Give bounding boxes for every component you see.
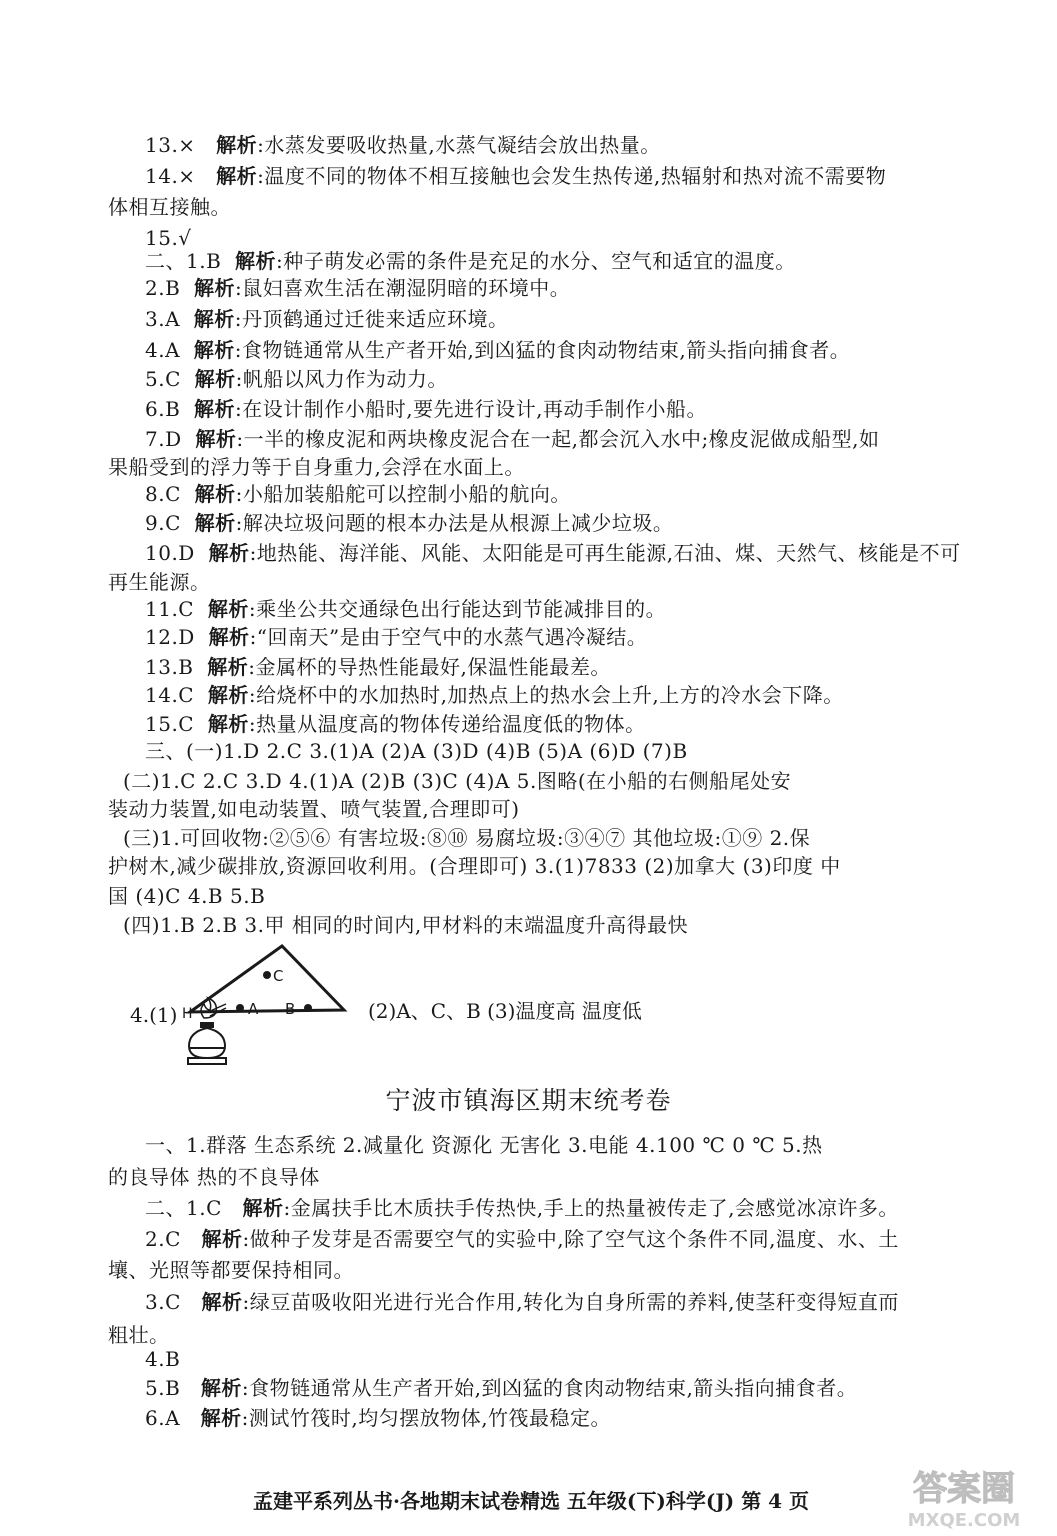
answer-line-2-6: 6.B 解析:在设计制作小船时,要先进行设计,再动手制作小船。 xyxy=(145,397,707,421)
point-b-dot xyxy=(304,1004,312,1012)
point-c-label: C xyxy=(273,967,284,985)
answer-line-2-12: 12.D 解析:“回南天”是由于空气中的水蒸气遇冷凝结。 xyxy=(145,625,648,649)
answer-line-3-2-cont: 装动力装置,如电动装置、喷气装置,合理即可) xyxy=(108,797,520,821)
answer2-line-2-2-cont: 壤、光照等都要保持相同。 xyxy=(108,1258,354,1282)
answer2-line-2-5: 5.B 解析:食物链通常从生产者开始,到凶猛的食肉动物结束,箭头指向捕食者。 xyxy=(145,1376,858,1400)
answer2-line-2-3-cont: 粗壮。 xyxy=(108,1323,170,1347)
answer-line-2-7-cont: 果船受到的浮力等于自身重力,会浮在水面上。 xyxy=(108,455,525,479)
answer2-line-1: 一、1.群落 生态系统 2.减量化 资源化 无害化 3.电能 4.100 ℃ 0 ℃ 5.热 xyxy=(145,1133,823,1157)
answer-line-3-2: (二)1.C 2.C 3.D 4.(1)A (2)B (3)C (4)A 5.图略(在小船的右侧船尾处安 xyxy=(123,769,792,793)
q4-label: 4.(1) xyxy=(130,1003,178,1027)
answer-line-2-2: 2.B 解析:鼠妇喜欢生活在潮湿阴暗的环境中。 xyxy=(145,276,571,300)
answer-line-2-10: 10.D 解析:地热能、海洋能、风能、太阳能是可再生能源,石油、煤、天然气、核能是不可 xyxy=(145,541,961,565)
answer-line-14-cont: 体相互接触。 xyxy=(108,195,231,219)
watermark-top: 答案圈 xyxy=(913,1469,1015,1509)
answer-line-3-3: (三)1.可回收物:②⑤⑥ 有害垃圾:⑧⑩ 易腐垃圾:③④⑦ 其他垃圾:①⑨ 2.保 xyxy=(123,826,811,850)
answer-line-2-4: 4.A 解析:食物链通常从生产者开始,到凶猛的食肉动物结束,箭头指向捕食者。 xyxy=(145,338,851,362)
alcohol-lamp-icon xyxy=(188,1022,226,1064)
heat-conduction-figure xyxy=(130,938,360,1088)
answer-line-2-8: 8.C 解析:小船加装船舵可以控制小船的航向。 xyxy=(145,482,571,506)
answer-line-2-13: 13.B 解析:金属杯的导热性能最好,保温性能最差。 xyxy=(145,655,611,679)
answer2-line-2-6: 6.A 解析:测试竹筏时,均匀摆放物体,竹筏最稳定。 xyxy=(145,1406,612,1430)
answer-line-3-3-cont: 护树木,减少碳排放,资源回收利用。(合理即可) 3.(1)7833 (2)加拿大 (3)印度 中 xyxy=(108,854,841,878)
answer-line-2-11: 11.C 解析:乘坐公共交通绿色出行能达到节能减排目的。 xyxy=(145,597,667,621)
answer2-line-2-3: 3.C 解析:绿豆苗吸收阳光进行光合作用,转化为自身所需的养料,使茎秆变得短直而 xyxy=(145,1290,899,1314)
answer-line-2-10-cont: 再生能源。 xyxy=(108,570,211,594)
answer-line-14: 14.× 解析:温度不同的物体不相互接触也会发生热传递,热辐射和热对流不需要物 xyxy=(145,164,887,188)
point-c-dot xyxy=(263,971,271,979)
answer-line-15: 15.√ xyxy=(145,226,192,250)
answer-line-3-4: (四)1.B 2.B 3.甲 相同的时间内,甲材料的末端温度升高得最快 xyxy=(123,913,689,937)
point-a-label: A xyxy=(248,1000,259,1018)
answer2-line-2-2: 2.C 解析:做种子发芽是否需要空气的实验中,除了空气这个条件不同,温度、水、土 xyxy=(145,1227,899,1251)
watermark-bottom: MXQE.COM xyxy=(907,1510,1021,1531)
answer-line-2-14: 14.C 解析:给烧杯中的水加热时,加热点上的热水会上升,上方的冷水会下降。 xyxy=(145,683,844,707)
section-title: 宁波市镇海区期末统考卷 xyxy=(385,1086,672,1115)
point-h-label: H xyxy=(182,1006,193,1022)
answer2-line-2-1: 二、1.C 解析:金属扶手比木质扶手传热快,手上的热量被传走了,会感觉冰凉许多。 xyxy=(145,1196,899,1220)
point-a-dot xyxy=(236,1004,244,1012)
answer-line-3-3-cont2: 国 (4)C 4.B 5.B xyxy=(108,884,266,908)
answer2-line-1-cont: 的良导体 热的不良导体 xyxy=(108,1165,320,1189)
q4-answers: (2)A、C、B (3)温度高 温度低 xyxy=(368,999,642,1023)
point-b-label: B xyxy=(285,1000,296,1018)
answer-line-13: 13.× 解析:水蒸发要吸收热量,水蒸气凝结会放出热量。 xyxy=(145,133,661,157)
answer2-line-2-4: 4.B xyxy=(145,1347,181,1371)
watermark-logo xyxy=(889,1462,1039,1532)
answer-line-2-1: 二、1.B 解析:种子萌发必需的条件是充足的水分、空气和适宜的温度。 xyxy=(145,249,796,273)
answer-line-2-5: 5.C 解析:帆船以风力作为动力。 xyxy=(145,367,448,391)
answer-line-3-1: 三、(一)1.D 2.C 3.(1)A (2)A (3)D (4)B (5)A (6)D (7)B xyxy=(145,739,688,763)
answer-line-2-9: 9.C 解析:解决垃圾问题的根本办法是从根源上减少垃圾。 xyxy=(145,511,674,535)
answer-line-2-15: 15.C 解析:热量从温度高的物体传递给温度低的物体。 xyxy=(145,712,646,736)
answer-line-2-7: 7.D 解析:一半的橡皮泥和两块橡皮泥合在一起,都会沉入水中;橡皮泥做成船型,如 xyxy=(145,427,880,451)
answer-line-2-3: 3.A 解析:丹顶鹤通过迁徙来适应环境。 xyxy=(145,307,509,331)
page-footer: 孟建平系列丛书·各地期末试卷精选 五年级(下)科学(J) 第 4 页 xyxy=(253,1489,810,1513)
